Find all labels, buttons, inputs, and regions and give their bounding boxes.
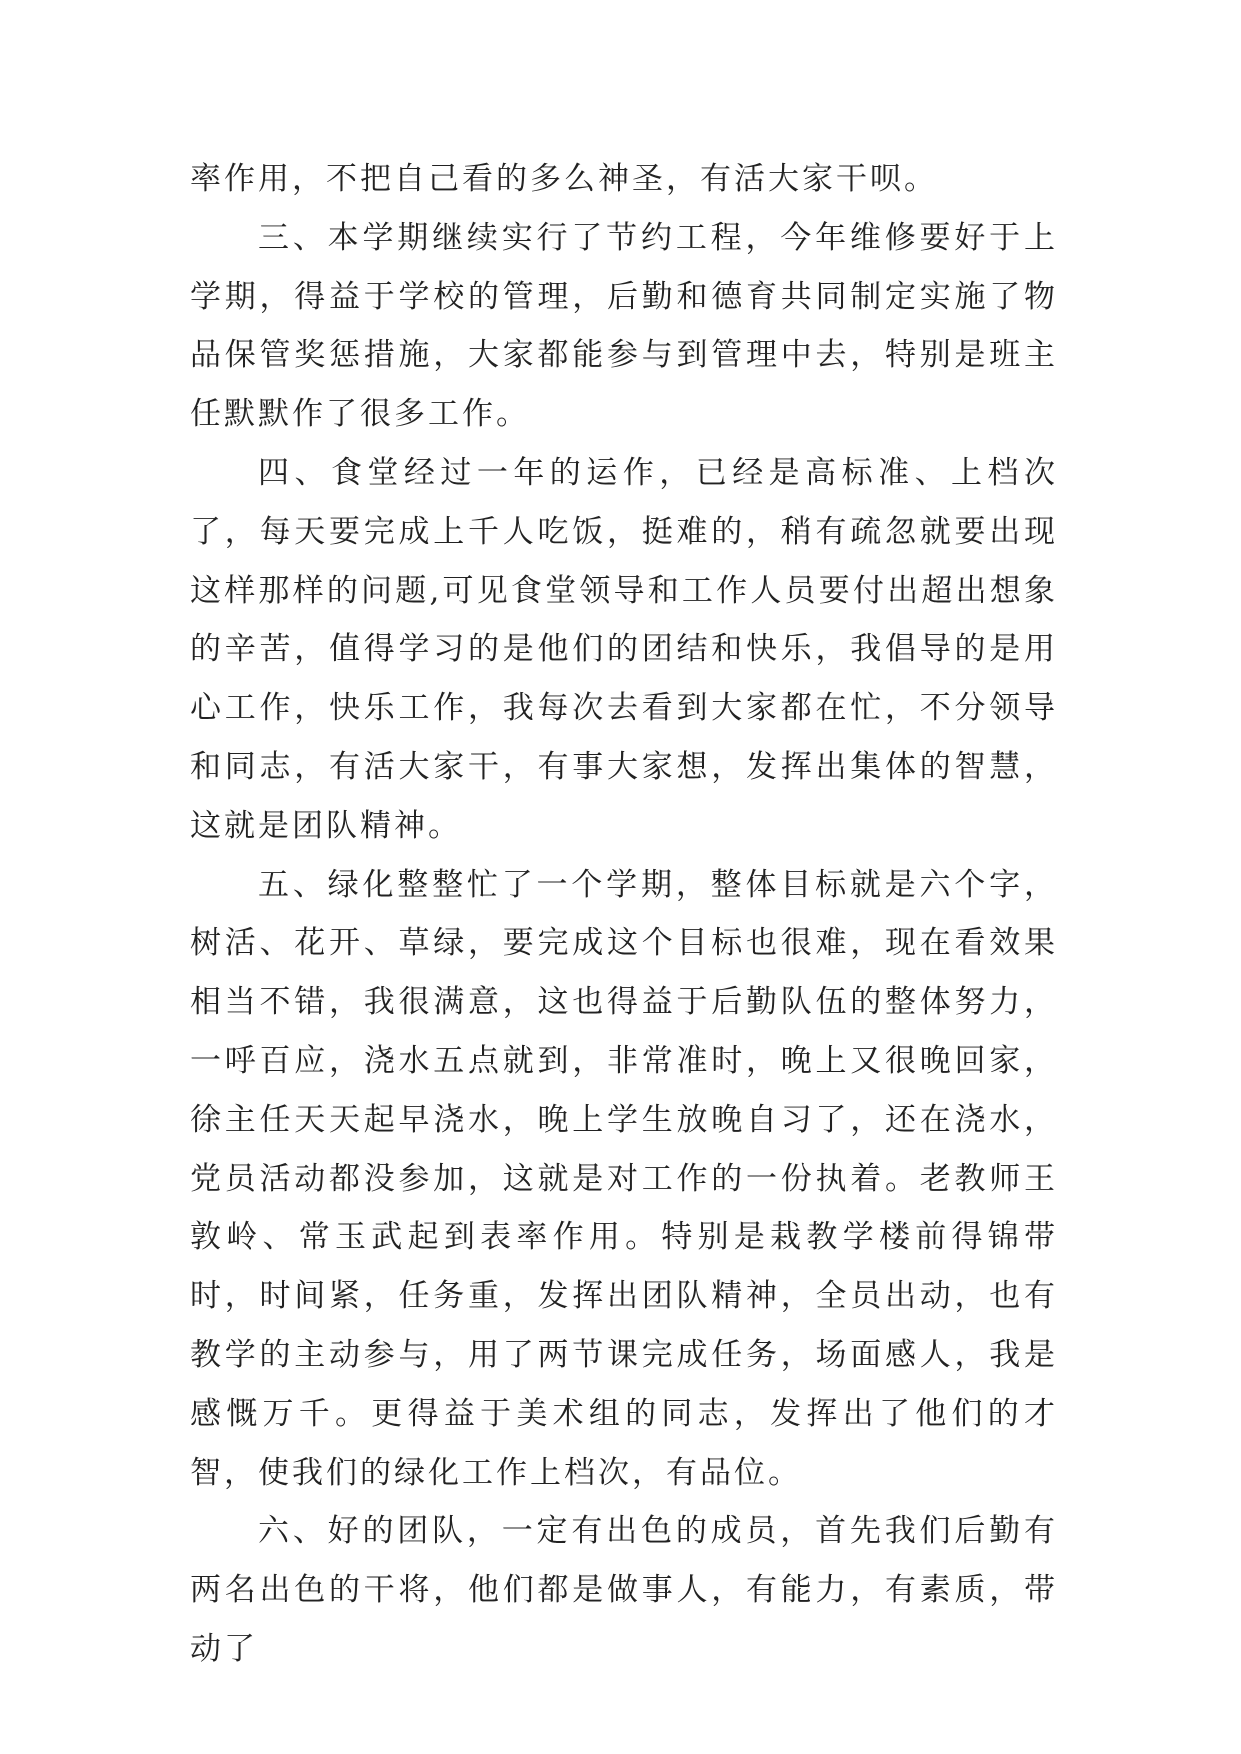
paragraph-2: 三、本学期继续实行了节约工程，今年维修要好于上学期，得益于学校的管理，后勤和德育共同制定实施了物品保管奖惩措施，大家都能参与到管理中去，特别是班主任默默作了很多工作。	[190, 219, 1058, 433]
paragraph-4: 五、绿化整整忙了一个学期，整体目标就是六个字，树活、花开、草绿，要完成这个目标也很难，现在看效果相当不错，我很满意，这也得益于后勤队伍的整体努力，一呼百应，浇水五点就到，非常准时，晚上又很晚回家，徐主任天天起早浇水，晚上学生放晚自习了，还在浇水，党员活动都没参加，这就是对工作的一份执着。老教师王敦岭、常玉武起到表率作用。特别是栽教学楼前得锦带时，时间紧，任务重，发挥出团队精神，全员出动，也有教学的主动参与，用了两节课完成任务，场面感人，我是感慨万千。更得益于美术组的同志，发挥出了他们的才智，使我们的绿化工作上档次，有品位。	[190, 866, 1058, 1491]
paragraph-3: 四、食堂经过一年的运作，已经是高标准、上档次了，每天要完成上千人吃饭，挺难的，稍有疏忽就要出现这样那样的问题,可见食堂领导和工作人员要付出超出想象的辛苦，值得学习的是他们的团结和快乐，我倡导的是用心工作，快乐工作，我每次去看到大家都在忙，不分领导和同志，有活大家干，有事大家想，发挥出集体的智慧，这就是团队精神。	[190, 454, 1058, 844]
document-body	[190, 150, 1058, 1679]
paragraph-5: 六、好的团队，一定有出色的成员，首先我们后勤有两名出色的干将，他们都是做事人，有能力，有素质，带动了	[190, 1513, 1058, 1667]
paragraph-1: 率作用，不把自己看的多么神圣，有活大家干呗。	[190, 161, 938, 197]
